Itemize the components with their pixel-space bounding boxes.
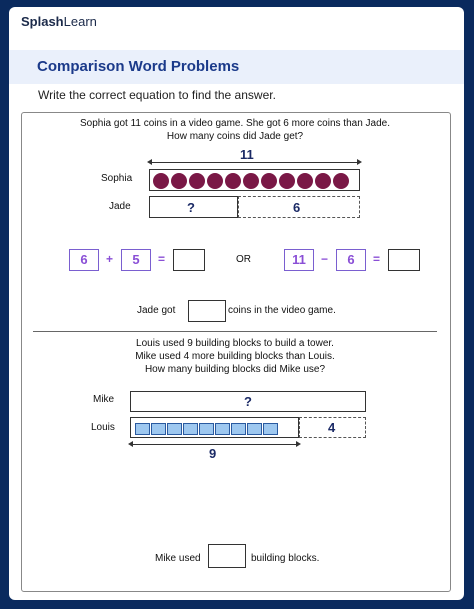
coin-icon bbox=[279, 173, 295, 189]
sophia-label: Sophia bbox=[101, 173, 133, 184]
mike-unknown: ? bbox=[244, 394, 252, 409]
page-title: Comparison Word Problems bbox=[37, 58, 240, 75]
eq1-addend-a: 6 bbox=[69, 249, 99, 271]
jade-label: Jade bbox=[109, 201, 131, 212]
coin-icon bbox=[153, 173, 169, 189]
answer1-prefix: Jade got bbox=[137, 305, 176, 316]
block-icon bbox=[263, 423, 278, 435]
worksheet-page bbox=[9, 7, 464, 600]
difference-label: 6 bbox=[293, 200, 301, 215]
coin-icon bbox=[333, 173, 349, 189]
block-icon bbox=[183, 423, 198, 435]
louis-arrow bbox=[130, 444, 299, 445]
eq1-answer-box[interactable] bbox=[173, 249, 205, 271]
or-label: OR bbox=[236, 254, 251, 265]
total-arrow bbox=[149, 162, 360, 163]
answer2-suffix: building blocks. bbox=[251, 553, 320, 564]
coin-icon bbox=[315, 173, 331, 189]
coin-icon bbox=[207, 173, 223, 189]
eq1-plus: + bbox=[106, 252, 114, 266]
louis-total-label: 9 bbox=[209, 446, 217, 461]
total-label: 11 bbox=[240, 147, 254, 162]
eq2-minus: − bbox=[321, 252, 329, 266]
eq2-minuend: 11 bbox=[284, 249, 314, 271]
problem-divider bbox=[33, 331, 437, 332]
arrow-right-head-2 bbox=[296, 441, 301, 447]
block-icon bbox=[199, 423, 214, 435]
block-icon bbox=[215, 423, 230, 435]
coin-icon bbox=[297, 173, 313, 189]
mike-label: Mike bbox=[93, 394, 115, 405]
arrow-left-head-2 bbox=[128, 441, 133, 447]
coin-icon bbox=[261, 173, 277, 189]
jade-unknown: ? bbox=[187, 200, 195, 215]
problem1-question: Sophia got 11 coins in a video game. She got 6 more coins than Jade. How many coins did Jade get? bbox=[79, 118, 390, 142]
answer2-box[interactable] bbox=[208, 544, 246, 568]
coin-icon bbox=[171, 173, 187, 189]
louis-bar bbox=[130, 417, 299, 438]
answer1-box[interactable] bbox=[188, 300, 226, 322]
problem2-question: Louis used 9 building blocks to build a tower. Mike used 4 more building blocks than Louis. How many building blocks did Mike use? bbox=[135, 338, 335, 375]
sophia-bar bbox=[149, 169, 360, 191]
instructions: Write the correct equation to find the answer. bbox=[38, 88, 276, 102]
block-icon bbox=[151, 423, 166, 435]
coin-icon bbox=[243, 173, 259, 189]
arrow-right-head bbox=[357, 159, 362, 165]
splashlearn-logo: SplashLearn bbox=[21, 14, 97, 29]
block-icon bbox=[231, 423, 246, 435]
arrow-left-head bbox=[147, 159, 152, 165]
eq2-answer-box[interactable] bbox=[388, 249, 420, 271]
difference-label-2: 4 bbox=[328, 420, 336, 435]
coin-icon bbox=[189, 173, 205, 189]
eq1-addend-b: 5 bbox=[121, 249, 151, 271]
block-icon bbox=[247, 423, 262, 435]
block-icon bbox=[135, 423, 150, 435]
louis-label: Louis bbox=[91, 422, 115, 433]
block-icon bbox=[167, 423, 182, 435]
coin-icon bbox=[225, 173, 241, 189]
answer1-suffix: coins in the video game. bbox=[228, 305, 336, 316]
eq1-equals: = bbox=[158, 252, 166, 266]
answer2-prefix: Mike used bbox=[155, 553, 201, 564]
eq2-equals: = bbox=[373, 252, 381, 266]
eq2-subtrahend: 6 bbox=[336, 249, 366, 271]
